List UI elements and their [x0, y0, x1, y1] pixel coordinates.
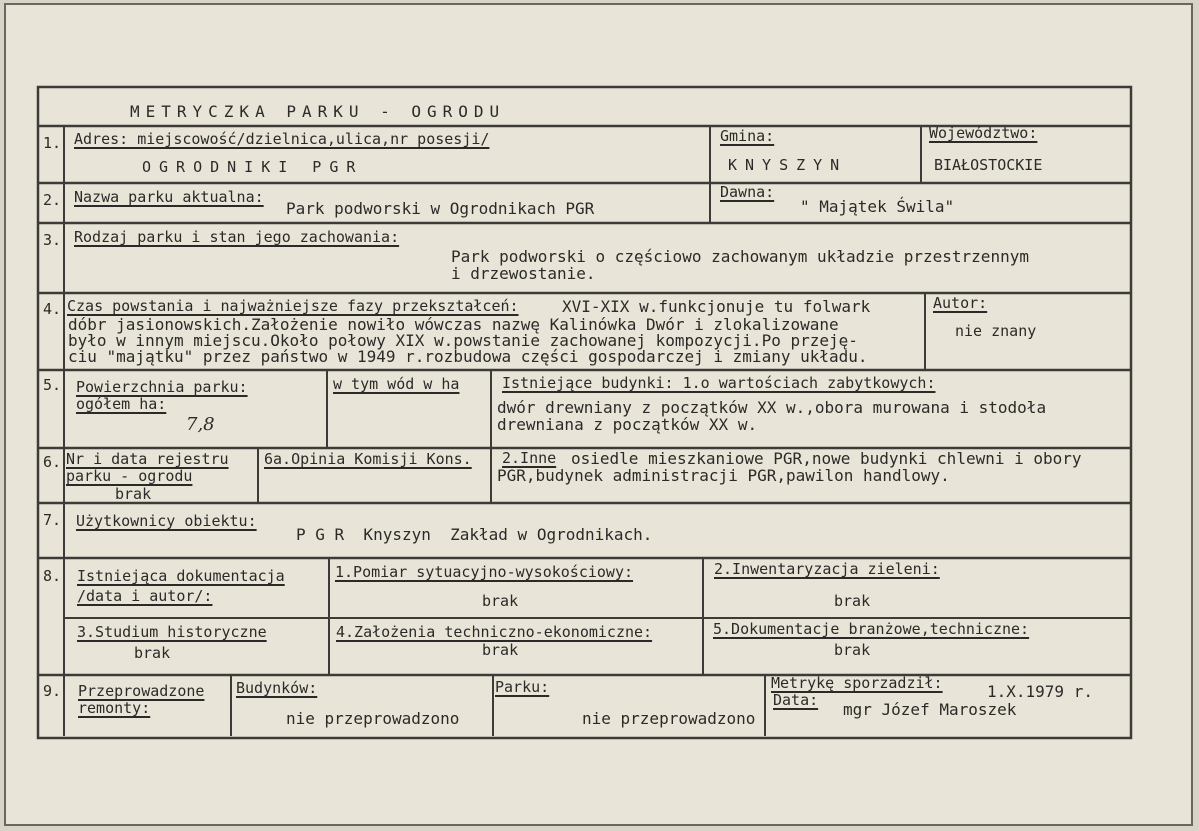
users-value: P G R Knyszyn Zakład w Ogrodnikach. — [296, 525, 653, 544]
park-type-line: i drzewostanie. — [451, 264, 596, 283]
history-line: ciu "majątku" przez państwo w 1949 r.rozbudowa części gospodarczej i zmiany układu. — [68, 347, 868, 366]
water-area-label: w tym wód w ha — [333, 375, 460, 393]
buildings-renovation-label: Budynków: — [236, 679, 318, 697]
greenery-inventory-label: 2.Inwentaryzacja zieleni: — [714, 560, 940, 578]
register-label: Nr i data rejestru — [66, 450, 229, 468]
voivodeship-value: BIAŁOSTOCKIE — [934, 156, 1043, 174]
other-buildings-line: PGR,budynek administracji PGR,pawilon handlowy. — [497, 466, 950, 485]
park-name-label: Nazwa parku aktualna: — [74, 188, 264, 206]
documentation-label-2: /data i autor/: — [77, 587, 213, 605]
park-renovation-value: nie przeprowadzono — [582, 709, 756, 728]
technical-assumptions-label: 4.Założenia techniczno-ekonomiczne: — [336, 623, 653, 641]
date-label: Data: — [773, 691, 819, 709]
form-title: METRYCZKA PARKU - OGRODU — [130, 102, 506, 121]
historical-study-label: 3.Studium historyczne — [77, 623, 267, 641]
address-value: OGRODNIKI PGR — [142, 158, 364, 176]
row-number: 7. — [43, 511, 62, 529]
buildings-renovation-value: nie przeprowadzono — [286, 709, 460, 728]
row-number: 3. — [43, 231, 62, 249]
renovations-label: Przeprowadzone — [78, 682, 205, 700]
row-number: 5. — [43, 376, 62, 394]
survey-value: brak — [482, 592, 519, 610]
former-name-label: Dawna: — [720, 183, 775, 201]
park-name-value: Park podworski w Ogrodnikach PGR — [286, 199, 595, 218]
park-type-line: Park podworski o częściowo zachowanym układzie przestrzennym — [451, 247, 1029, 266]
author-value: nie znany — [955, 322, 1037, 340]
history-line: XVI-XIX w.funkcjonuje tu folwark — [562, 297, 871, 316]
park-renovation-label: Parku: — [495, 678, 550, 696]
branch-documentation-label: 5.Dokumentacje branżowe,techniczne: — [713, 620, 1030, 638]
row-number: 9. — [43, 682, 62, 700]
row-number: 6. — [43, 453, 62, 471]
historical-study-value: brak — [134, 644, 171, 662]
technical-assumptions-value: brak — [482, 641, 519, 659]
row-number: 4. — [43, 300, 62, 318]
park-type-label: Rodzaj parku i stan jego zachowania: — [74, 228, 400, 246]
history-label: Czas powstania i najważniejsze fazy przekształceń: — [67, 297, 519, 315]
register-value: brak — [115, 485, 152, 503]
survey-label: 1.Pomiar sytuacyjno-wysokościowy: — [335, 563, 634, 581]
greenery-inventory-value: brak — [834, 592, 871, 610]
prepared-by-value: mgr Józef Maroszek — [843, 700, 1017, 719]
prepared-by-label: Metrykę sporzadził: — [771, 674, 943, 692]
history-line: było w innym miejscu.Około połowy XIX w.powstanie zachowanej kompozycji.Po przeję- — [68, 331, 858, 350]
former-name-value: " Majątek Świla" — [800, 197, 955, 216]
buildings-line: drewniana z początków XX w. — [497, 415, 758, 434]
other-buildings-line: osiedle mieszkaniowe PGR,nowe budynki chlewni i obory — [571, 449, 1082, 468]
buildings-line: dwór drewniany z początków XX w.,obora murowana i stodoła — [497, 398, 1047, 417]
row-number: 8. — [43, 567, 62, 585]
row-number: 2. — [43, 191, 62, 209]
users-label: Użytkownicy obiektu: — [76, 512, 257, 530]
author-label: Autor: — [933, 294, 988, 312]
area-total-label: ogółem ha: — [76, 395, 167, 413]
register-label-2: parku - ogrodu — [66, 467, 193, 485]
renovations-label-2: remonty: — [78, 699, 151, 717]
buildings-label: Istniejące budynki: 1.o wartościach zabytkowych: — [502, 374, 936, 392]
gmina-label: Gmina: — [720, 127, 775, 145]
area-value: 7,8 — [186, 414, 215, 435]
area-label: Powierzchnia parku: — [76, 378, 248, 396]
row-number: 1. — [43, 134, 62, 152]
gmina-value: KNYSZYN — [728, 156, 848, 174]
branch-documentation-value: brak — [834, 641, 871, 659]
voivodeship-label: Województwo: — [929, 124, 1038, 142]
history-line: dóbr jasionowskich.Założenie nowiło wówczas nazwę Kalinówka Dwór i zlokalizowane — [68, 315, 839, 334]
documentation-label: Istniejąca dokumentacja — [77, 567, 285, 585]
prepared-date-value: 1.X.1979 r. — [987, 682, 1093, 701]
commission-opinion-label: 6a.Opinia Komisji Kons. — [264, 450, 472, 468]
address-label: Adres: miejscowość/dzielnica,ulica,nr posesji/ — [74, 130, 490, 148]
other-buildings-label: 2.Inne — [502, 449, 557, 467]
